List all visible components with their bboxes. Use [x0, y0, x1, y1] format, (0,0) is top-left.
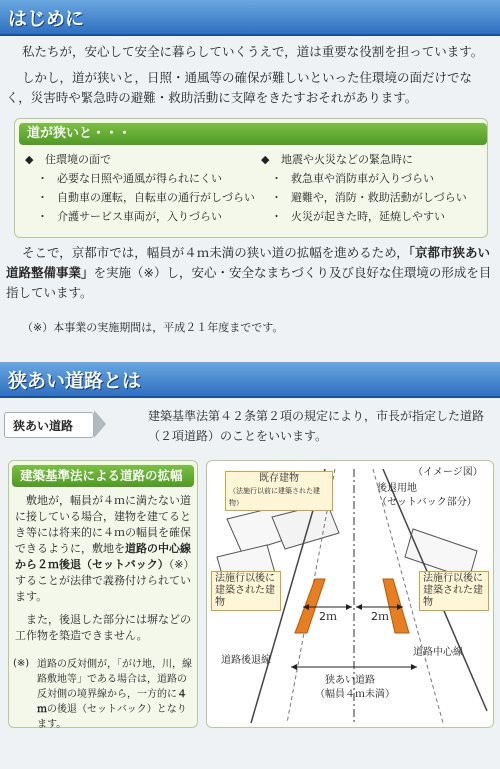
right-item-2: 避難や，消防・救助活動がしづらい: [291, 191, 467, 204]
image-note: （イメージ図）: [413, 467, 483, 478]
footnote-width: ４ｍ: [37, 689, 187, 715]
law-footnote: [37, 657, 195, 732]
footnote-lead: 道路の反対側が，「がけ地，川，線路敷地等」である場合は，道路の反対側の境界線から，一方的に: [37, 659, 192, 700]
bullet-dot: ・: [37, 172, 48, 185]
after-building-right: 法施行以後に建築された建物: [419, 571, 489, 611]
law-body-1: [15, 493, 193, 605]
setback-rule: 道路の中心線から２ｍ後退（セットバック）: [15, 542, 191, 571]
section-header-narrow-road: [0, 362, 500, 398]
intro-paragraph-1: 私たちが，安心して安全に暮らしていくうえで，道は重要な役割を担っています。: [22, 44, 484, 59]
law-box: [8, 460, 198, 728]
law-box-title: 建築基準法による道路の拡幅: [12, 465, 194, 487]
setback-sub-label: （セットバック部分）: [377, 497, 477, 508]
left-heading: 住環境の面で: [45, 153, 111, 166]
right-heading: 地震や火災などの緊急時に: [281, 153, 413, 166]
bullet-dot: ・: [271, 191, 282, 204]
para3-tail: を実施（※）し，安心・安全なまちづくり及び良好な住環境の形成を目指しています。: [6, 265, 492, 300]
after-building-left: 法施行以後に建築された建物: [211, 571, 281, 611]
road-width-label: （幅員４ｍ未満）: [315, 689, 395, 700]
existing-subtitle: （法施行以前に建築された建物）: [229, 487, 320, 507]
narrow-road-box: [14, 118, 488, 238]
bullet-dot: ・: [271, 172, 282, 185]
centerline-label: 道路中心線: [413, 647, 463, 658]
diamond-icon: ◆: [261, 153, 270, 166]
setback-zone-left: [295, 579, 325, 633]
para3-lead: そこで，京都市では，幅員が４ｍ未満の狭い道の拡幅を進めるため，: [22, 245, 409, 260]
existing-title: 既存建物: [259, 473, 299, 484]
arrow-right-icon: [94, 410, 106, 438]
left-item-3: 介護サービス車両が，入りづらい: [57, 210, 222, 223]
section-header-intro: [0, 0, 500, 36]
intro-paragraph-2: しかし，道が狭いと，日照・通風等の確保が難しいといった住環境の面だけでなく，災害時や緊急時の避難・救助活動に支障をきたすおそれがあります。: [6, 70, 473, 105]
bullet-dot: ・: [271, 210, 282, 223]
section-title: 狭あい道路とは: [8, 370, 142, 392]
law-body-tail: （※）することが法律で義務付けられています。: [15, 558, 191, 603]
bullet-dot: ・: [37, 191, 48, 204]
project-name: 「京都市狭あい道路整備事業」: [6, 245, 491, 280]
footnote-tail: の後退（セットバック）となります。: [37, 704, 187, 730]
intro-paragraph-3: [6, 243, 494, 303]
term-label: 狭あい道路: [13, 419, 74, 433]
term-box: [4, 412, 94, 438]
left-item-2: 自動車の運転，自転車の通行がしづらい: [57, 191, 255, 204]
back-line-label: 道路後退線: [221, 655, 271, 666]
box-title: 道が狭いと・・・: [19, 123, 487, 145]
intro-note: （※）本事業の実施期間は，平成２１年度までです。: [22, 321, 284, 334]
setback-land-label: 後退用地: [377, 483, 417, 494]
dim-label-left: 2ｍ: [319, 610, 337, 623]
section-title: はじめに: [8, 8, 85, 30]
bullet-dot: ・: [37, 210, 48, 223]
dim-label-right: 2ｍ: [371, 610, 389, 623]
image-diagram: [206, 460, 494, 728]
law-body-lead: 敷地が，幅員が４ｍに満たない道に接している場合，建物を建てるとき等には将来的に４ｍの幅員を確保できるように，敷地を: [15, 494, 191, 555]
right-item-3: 火災が起きた時，延焼しやすい: [291, 210, 445, 223]
law-body-2: また，後退した部分には塀などの工作物を築造できません。: [15, 613, 191, 642]
right-item-1: 救急車や消防車が入りづらい: [291, 172, 434, 185]
term-definition: 建築基準法第４２条第２項の規定により，市長が指定した道路（２項道路）のことをいいます。: [148, 409, 485, 443]
diamond-icon: ◆: [25, 153, 34, 166]
existing-building-label: [225, 471, 333, 511]
left-item-1: 必要な日照や通風が得られにくい: [57, 172, 222, 185]
road-label: 狭あい道路: [325, 675, 375, 686]
footnote-mark: (※): [13, 658, 30, 669]
